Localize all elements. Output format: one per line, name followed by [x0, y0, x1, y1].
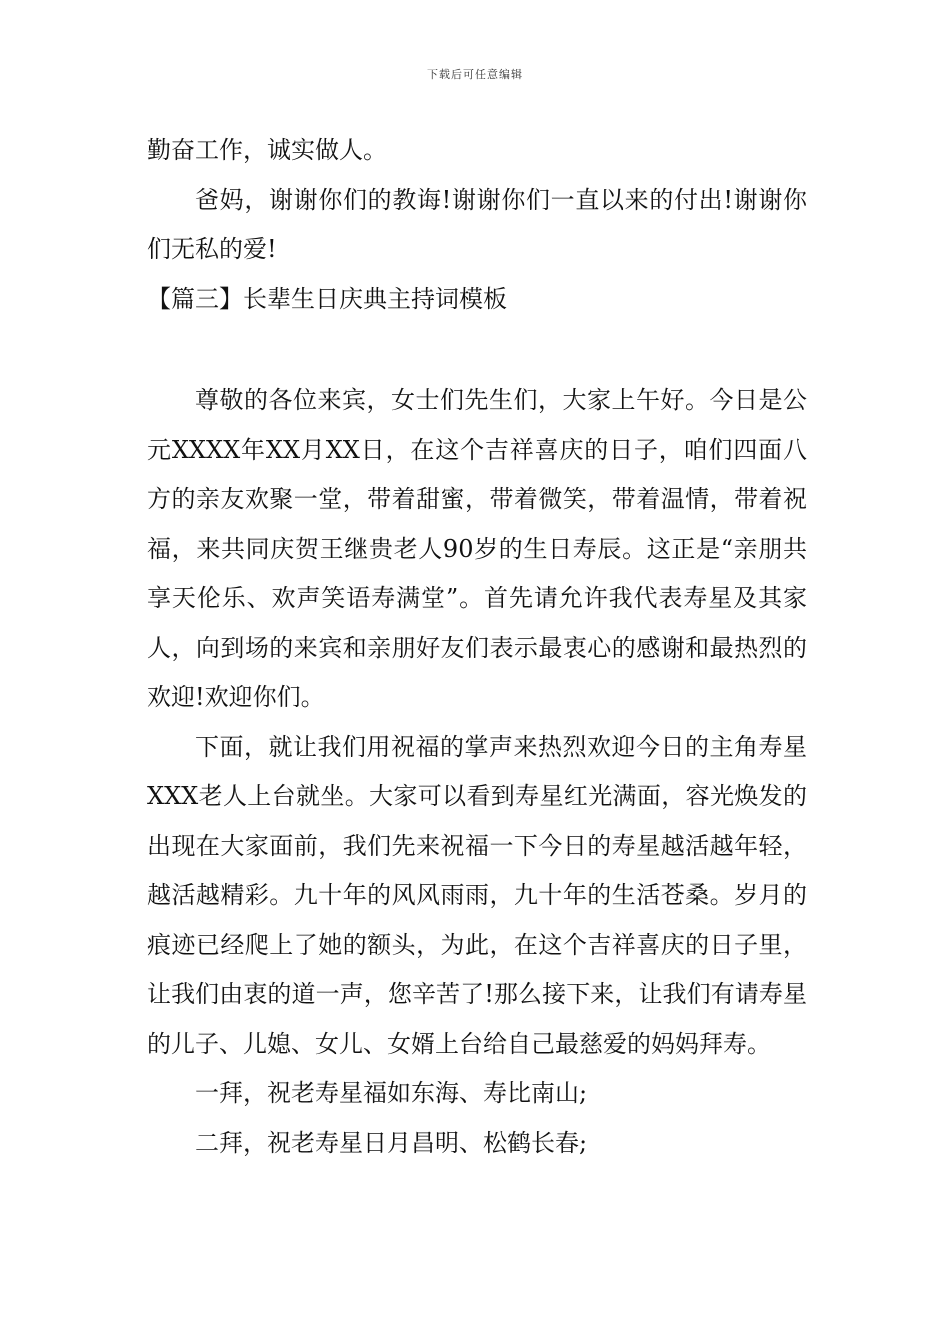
paragraph: 下面，就让我们用祝福的掌声来热烈欢迎今日的主角寿星XXX老人上台就坐。大家可以看到寿星红光满面，容光焕发的出现在大家面前，我们先来祝福一下今日的寿星越活越年轻，越活越精彩。九十年的风风雨雨，九十年的生活苍桑。岁月的痕迹已经爬上了她的额头，为此，在这个吉祥喜庆的日子里，让我们由衷的道一声，您辛苦了!那么接下来，让我们有请寿星的儿子、儿媳、女儿、女婿上台给自己最慈爱的妈妈拜寿。 [147, 732, 807, 1058]
paragraph: 二拜，祝老寿星日月昌明、松鹤长春; [195, 1128, 588, 1157]
paragraph: 勤奋工作，诚实做人。 [147, 136, 387, 164]
paragraph: 尊敬的各位来宾，女士们先生们，大家上午好。今日是公元XXXX年XX月XX日，在这个吉祥喜庆的日子，咱们四面八方的亲友欢聚一堂，带着甜蜜，带着微笑，带着温情，带着祝福，来共同庆贺王继贵老人90岁的生日寿辰。这正是“亲朋共享天伦乐、欢声笑语寿满堂”。首先请允许我代表寿星及其家人，向到场的来宾和亲朋好友们表示最衷心的感谢和最热烈的欢迎!欢迎你们。 [147, 386, 807, 711]
paragraph: 爸妈，谢谢你们的教诲!谢谢你们一直以来的付出!谢谢你们无私的爱! [147, 185, 807, 263]
section-title: 【篇三】长辈生日庆典主持词模板 [147, 284, 507, 313]
page-header: 下载后可任意编辑 [427, 68, 523, 81]
main-text-block [147, 376, 807, 1168]
top-text-block [147, 126, 807, 324]
paragraph: 一拜，祝老寿星福如东海、寿比南山; [195, 1079, 588, 1107]
